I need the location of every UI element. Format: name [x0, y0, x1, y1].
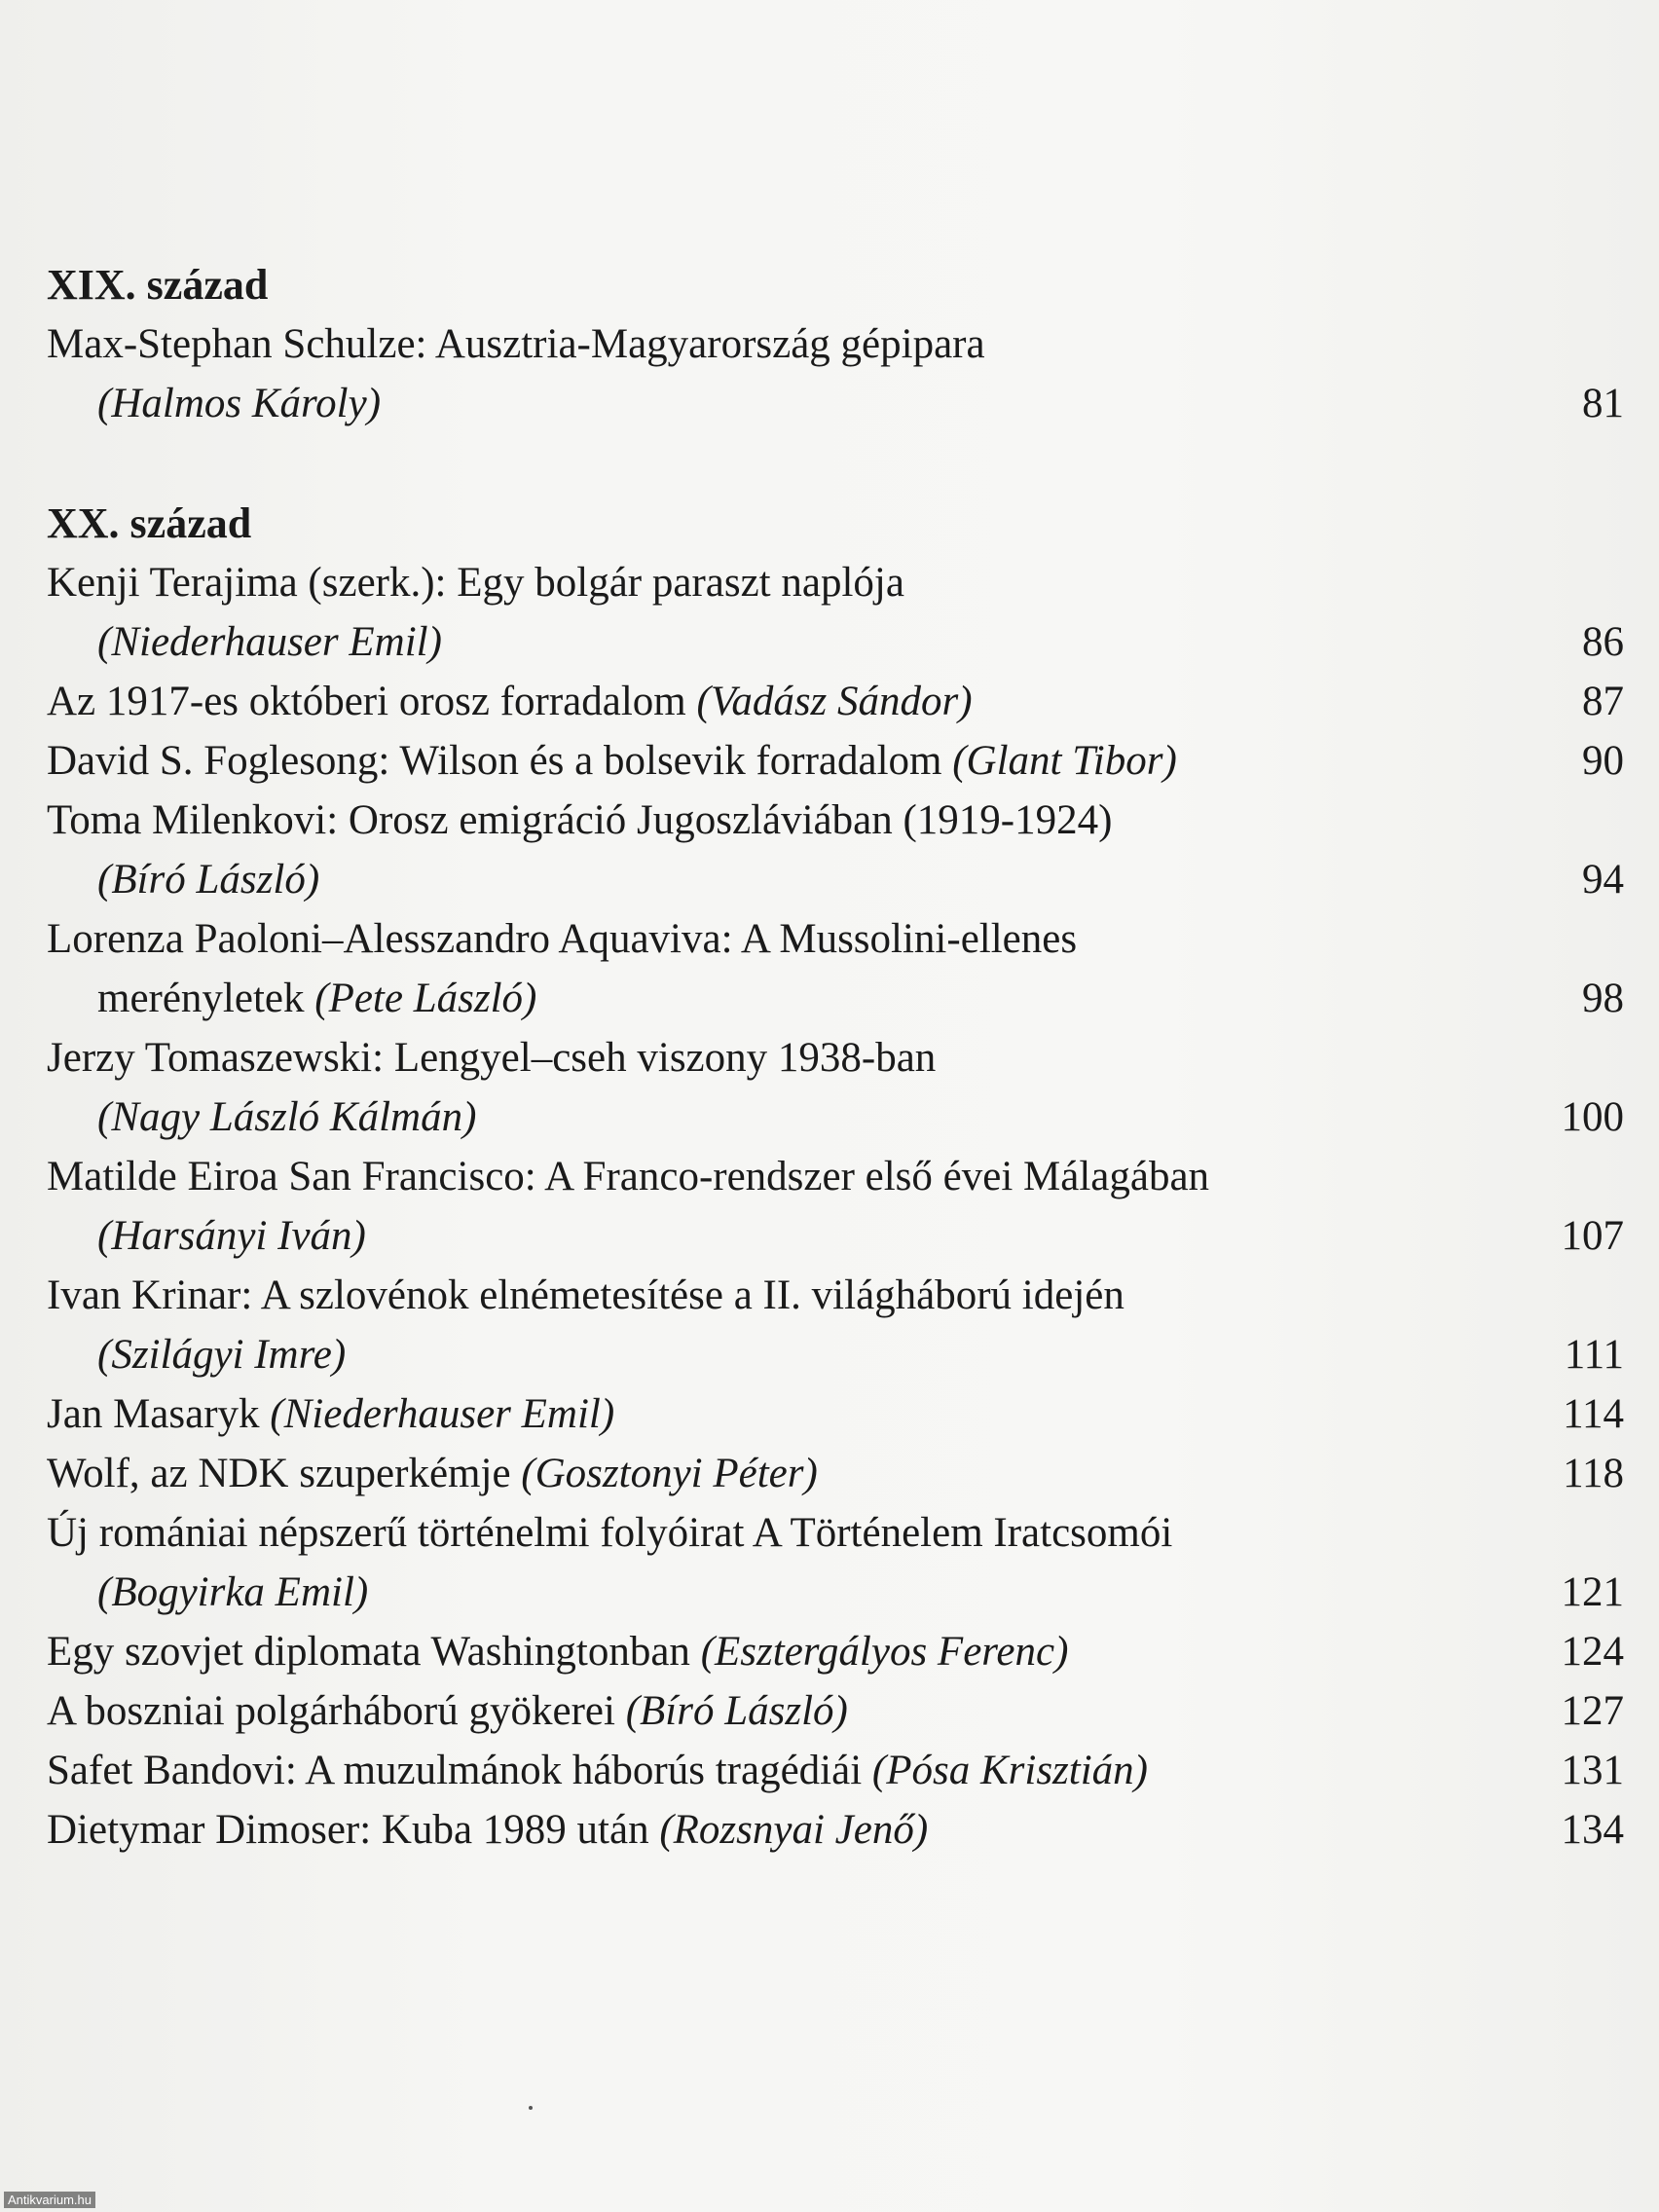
- entry-text: [47, 314, 985, 374]
- entry-text: [47, 553, 904, 612]
- entry-text: [47, 1028, 936, 1088]
- entry-title: Új romániai népszerű történelmi folyóirat A Történelem Iratcsomói: [47, 1510, 1173, 1556]
- toc-entry-line: [47, 1681, 1624, 1741]
- page-number: 111: [1564, 1332, 1624, 1378]
- toc-entry-line: [47, 1266, 1624, 1325]
- toc-entry-line: [47, 314, 1624, 374]
- entry-reviewer: (Glant Tibor): [952, 738, 1177, 784]
- entry-text: [97, 612, 442, 672]
- page-number: 86: [1582, 619, 1624, 665]
- entry-title: Jan Masaryk: [47, 1391, 271, 1437]
- page-number: 127: [1561, 1688, 1624, 1734]
- watermark: Antikvarium.hu: [4, 2192, 95, 2208]
- page-number: 124: [1561, 1629, 1624, 1675]
- page-number: 131: [1561, 1748, 1624, 1793]
- toc-entry-line: [47, 1384, 1624, 1444]
- entry-text: [47, 672, 973, 731]
- page-number: 98: [1582, 976, 1624, 1021]
- toc-entry-line: [47, 850, 1624, 909]
- toc-entry-line: [47, 1622, 1624, 1681]
- toc-entry-line: [47, 1741, 1624, 1800]
- toc-entry-line: [47, 1503, 1624, 1563]
- entry-reviewer: (Halmos Károly): [97, 381, 382, 426]
- entry-text: [47, 1147, 1209, 1206]
- section-heading: XIX. század: [47, 261, 269, 309]
- toc-entry-line: [47, 969, 1624, 1028]
- entry-reviewer: (Szilágyi Imre): [97, 1332, 347, 1378]
- entry-title: Max-Stephan Schulze: Ausztria-Magyarország gépipara: [47, 321, 985, 367]
- entry-text: [47, 731, 1177, 791]
- entry-text: [47, 909, 1077, 969]
- entry-title: Dietymar Dimoser: Kuba 1989 után: [47, 1807, 660, 1853]
- toc-entry-line: [47, 553, 1624, 612]
- toc-entry-line: [47, 1563, 1624, 1622]
- toc-entry-line: [47, 1800, 1624, 1860]
- page-number: 134: [1561, 1807, 1624, 1853]
- entry-reviewer: (Gosztonyi Péter): [521, 1451, 818, 1496]
- entry-text: [47, 1384, 614, 1444]
- section-gap: [47, 433, 1624, 494]
- table-of-contents: [47, 255, 1624, 1860]
- entry-text: [47, 791, 1112, 850]
- entry-title: Matilde Eiroa San Francisco: A Franco-rendszer első évei Málagában: [47, 1154, 1210, 1199]
- toc-entry-line: [47, 1444, 1624, 1503]
- toc-entry-line: [47, 1325, 1624, 1384]
- toc-entry-line: [47, 1206, 1624, 1266]
- entry-text: [47, 1444, 818, 1503]
- entry-title: Safet Bandovi: A muzulmánok háborús tragédiái: [47, 1748, 872, 1793]
- entry-text: [47, 1503, 1172, 1563]
- page-number: 81: [1582, 381, 1624, 426]
- toc-entry-line: [47, 909, 1624, 969]
- toc-entry-line: [47, 612, 1624, 672]
- entry-title: Lorenza Paoloni–Alesszandro Aquaviva: A Mussolini-ellenes: [47, 916, 1078, 962]
- page-number: 87: [1582, 679, 1624, 724]
- toc-entry-line: [47, 791, 1624, 850]
- page-speck: [529, 2106, 533, 2110]
- entry-title: Wolf, az NDK szuperkémje: [47, 1451, 522, 1496]
- toc-entry-line: [47, 731, 1624, 791]
- entry-text: [97, 850, 319, 909]
- entry-text: [97, 1206, 366, 1266]
- page-number: 90: [1582, 738, 1624, 784]
- page-number: 114: [1563, 1391, 1624, 1437]
- entry-reviewer: (Vadász Sándor): [696, 679, 973, 724]
- entry-reviewer: (Harsányi Iván): [97, 1213, 366, 1259]
- entry-title: Toma Milenkovi: Orosz emigráció Jugoszláviában (1919-1924): [47, 797, 1113, 843]
- entry-reviewer: (Bíró László): [625, 1688, 848, 1734]
- entry-text: [97, 1563, 368, 1622]
- page-number: 94: [1582, 857, 1624, 903]
- entry-title: Ivan Krinar: A szlovénok elnémetesítése a II. világháború idején: [47, 1272, 1124, 1318]
- entry-title: Kenji Terajima (szerk.): Egy bolgár paraszt naplója: [47, 560, 904, 606]
- page-number: 118: [1563, 1451, 1624, 1496]
- page-number: 107: [1561, 1213, 1624, 1259]
- entry-text: [97, 969, 536, 1028]
- toc-entry-line: [47, 1088, 1624, 1147]
- entry-reviewer: (Bogyirka Emil): [97, 1569, 369, 1615]
- toc-entry-line: [47, 1028, 1624, 1088]
- entry-reviewer: (Nagy László Kálmán): [97, 1094, 477, 1140]
- entry-text: [47, 1741, 1148, 1800]
- entry-reviewer: (Esztergályos Ferenc): [700, 1629, 1069, 1675]
- entry-text: [47, 1622, 1068, 1681]
- entry-title: merényletek: [97, 976, 315, 1021]
- entry-reviewer: (Pósa Krisztián): [871, 1748, 1149, 1793]
- entry-text: [97, 1088, 476, 1147]
- toc-entry-line: [47, 1147, 1624, 1206]
- entry-text: [47, 1266, 1124, 1325]
- entry-reviewer: (Rozsnyai Jenő): [659, 1807, 929, 1853]
- toc-entry-line: [47, 672, 1624, 731]
- entry-reviewer: (Niederhauser Emil): [97, 619, 442, 665]
- entry-title: A boszniai polgárháború gyökerei: [47, 1688, 626, 1734]
- page-number: 121: [1561, 1569, 1624, 1615]
- entry-text: [47, 1800, 928, 1860]
- section-heading: XX. század: [47, 499, 252, 547]
- entry-text: [47, 1681, 848, 1741]
- entry-reviewer: (Niederhauser Emil): [270, 1391, 615, 1437]
- entry-reviewer: (Pete László): [314, 976, 537, 1021]
- entry-text: [97, 374, 381, 433]
- entry-title: David S. Foglesong: Wilson és a bolsevik forradalom: [47, 738, 953, 784]
- entry-title: Az 1917-es októberi orosz forradalom: [47, 679, 697, 724]
- entry-title: Jerzy Tomaszewski: Lengyel–cseh viszony 1938-ban: [47, 1035, 937, 1081]
- toc-entry-line: [47, 374, 1624, 433]
- entry-title: Egy szovjet diplomata Washingtonban: [47, 1629, 701, 1675]
- entry-reviewer: (Bíró László): [97, 857, 320, 903]
- entry-text: [97, 1325, 346, 1384]
- page-number: 100: [1561, 1094, 1624, 1140]
